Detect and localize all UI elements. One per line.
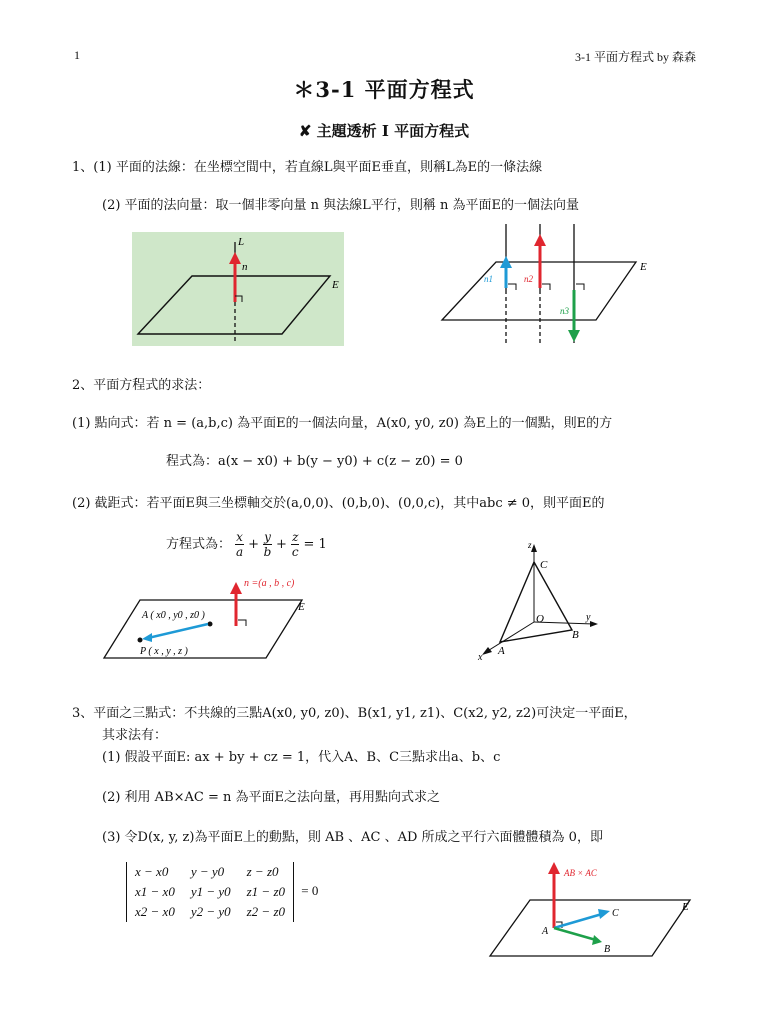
right-angle-mark-2 (542, 284, 550, 290)
fraction-y-over-b: $\frac{y}{b}$ (263, 530, 272, 559)
intercept-form-text: (2) 截距式：若平面E與三坐標軸交於(a,0,0)、(0,b,0)、(0,0,c)，其中abc ≠ 0，則平面E的 (72, 496, 605, 511)
vector-n3-head (568, 330, 580, 342)
label-a: A (542, 926, 549, 937)
det-cell: x2 − x0 (135, 904, 175, 919)
butterfly-icon: ✘ (298, 122, 312, 140)
x-axis-head (482, 647, 492, 655)
label-b: B (572, 629, 579, 641)
det-cell: y − y0 (190, 864, 225, 879)
det-cell: y1 − y0 (190, 884, 231, 899)
normal-vector-definition: (2) 平面的法向量：取一個非零向量 n 與法線L平行，則稱 n 為平面E的一個法向量 (102, 198, 579, 213)
label-x: x (478, 652, 483, 662)
plane-e (104, 600, 302, 658)
determinant-equation (126, 862, 318, 922)
point-p (138, 638, 143, 643)
vector-ap (148, 624, 208, 638)
vector-ac-head (598, 909, 610, 919)
normal-vector-head (230, 582, 242, 594)
label-e: E (332, 279, 339, 291)
label-z: z (528, 540, 532, 550)
plane-e (490, 900, 690, 956)
vector-ab (554, 928, 596, 940)
normal-vector-head (548, 862, 560, 874)
det-cell: y2 − y0 (190, 904, 231, 919)
triangle-abc (500, 562, 572, 642)
det-cell: x1 − x0 (135, 884, 175, 899)
det-cell: x − x0 (135, 864, 169, 879)
figure-normal-line (132, 232, 344, 346)
label-c: C (612, 908, 619, 919)
label-n: n (242, 261, 248, 273)
right-angle-mark (238, 620, 246, 626)
determinant-matrix (126, 862, 294, 922)
det-cell: z1 − z0 (246, 884, 286, 899)
vector-ab-head (592, 935, 602, 945)
method-3: (3) 令D(x, y, z)為平面E上的動點，則 AB 、AC 、AD 所成之平行六面體體積為 0，即 (102, 830, 603, 845)
label-cross-product: AB × AC (564, 868, 597, 878)
point-normal-equation: 程式為：a(x − x0) + b(y − y0) + c(z − z0) = 0 (166, 454, 463, 469)
label-e: E (298, 601, 305, 613)
normal-line-definition: 1、(1) 平面的法線：在坐標空間中，若直線L與平面E垂直，則稱L為E的一條法線 (72, 160, 543, 175)
method-2: (2) 利用 AB×AC = n 為平面E之法向量，再用點向式求之 (102, 790, 441, 805)
figure-point-normal (100, 570, 322, 666)
label-n1: n1 (484, 274, 493, 284)
vector-ap-head (142, 633, 152, 642)
page-number: 1 (74, 48, 80, 62)
det-cell: z − z0 (246, 864, 279, 879)
page-title: ＊3-1 平面方程式 (293, 77, 475, 102)
figure-cross-product (486, 856, 708, 962)
section-subtitle: ✘ 主題透析 I 平面方程式 (298, 122, 470, 140)
label-a: A (498, 645, 505, 657)
intercept-equation-prefix: 方程式為： (166, 537, 232, 552)
figure-normal-vectors (436, 222, 662, 352)
intercept-equation: 方程式為： $\frac{x}{a}$ + $\frac{y}{b}$ + $\frac{z}{c}$ = 1 (166, 530, 327, 559)
label-a: A ( x0 , y0 , z0 ) (142, 610, 205, 621)
det-cell: z2 − z0 (246, 904, 286, 919)
determinant-rhs: = 0 (301, 882, 319, 898)
label-n3: n3 (560, 306, 569, 316)
label-e: E (640, 261, 647, 273)
point-normal-form-text: (1) 點向式：若 n = (a,b,c) 為平面E的一個法向量，A(x0, y0, z0) 為E上的一個點，則E的方 (72, 416, 613, 431)
three-point-form-text: 3、平面之三點式：不共線的三點A(x0, y0, z0)、B(x1, y1, z1)、C(x2, y2, z2)可決定一平面E， (72, 706, 637, 721)
right-angle-mark-1 (508, 284, 516, 290)
z-axis-head (531, 544, 537, 552)
fraction-x-over-a: $\frac{x}{a}$ (235, 530, 244, 559)
label-p: P ( x , y , z ) (140, 646, 188, 657)
y-axis-head (590, 621, 598, 627)
intercept-equation-rhs: = 1 (303, 537, 327, 552)
label-c: C (540, 559, 548, 571)
fraction-z-over-c: $\frac{z}{c}$ (291, 530, 299, 559)
label-normal: n =(a , b , c) (244, 578, 295, 589)
label-l: L (238, 236, 245, 248)
label-n2: n2 (524, 274, 533, 284)
three-point-method-intro: 其求法有： (102, 728, 168, 743)
label-o: O (536, 613, 544, 625)
label-y: y (586, 612, 591, 623)
right-angle-mark-3 (576, 284, 584, 290)
label-e: E (682, 901, 689, 913)
method-1: (1) 假設平面E: ax + by + cz = 1，代入A、B、C三點求出a、b、c (102, 750, 501, 765)
figure-background (132, 232, 344, 346)
section-2-heading: 2、平面方程式的求法： (72, 378, 211, 393)
figure-intercepts (476, 538, 600, 662)
label-b: B (604, 944, 611, 955)
point-a (208, 622, 213, 627)
vector-ac (554, 914, 602, 928)
vector-n2-head (534, 234, 546, 246)
running-header: 3-1 平面方程式 by 森森 (575, 50, 696, 64)
